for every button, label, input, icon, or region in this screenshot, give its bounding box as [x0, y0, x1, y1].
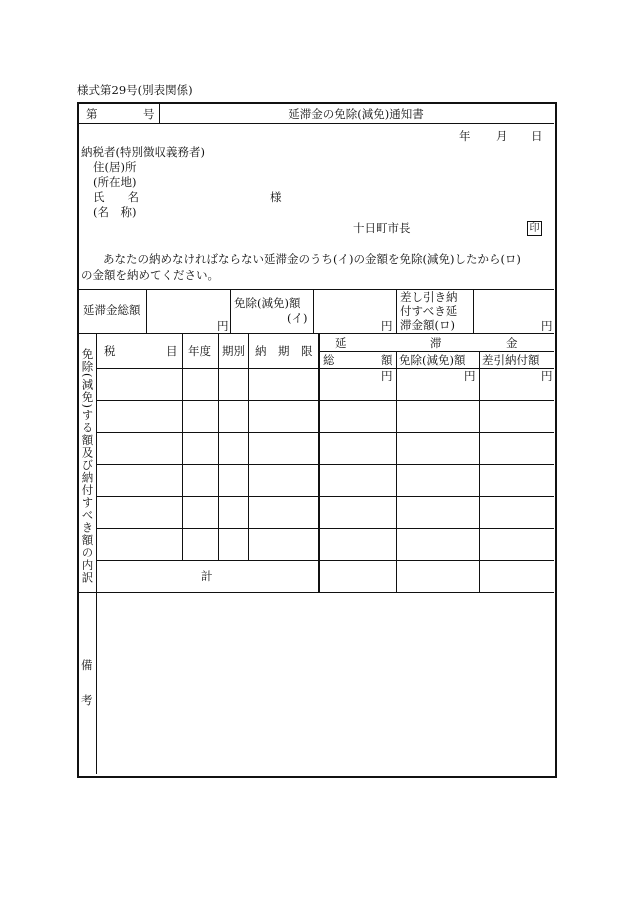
form-label: 様式第29号(別表関係): [77, 83, 193, 97]
sub-exempt: 免除(減免)額: [399, 353, 466, 367]
balance-label-line-3: 滞金額(ロ): [400, 318, 455, 332]
sub-total-2: 額: [381, 353, 393, 367]
total-row-label: 計: [201, 569, 213, 583]
header-line: [78, 123, 554, 124]
notice-form-frame: [77, 102, 557, 778]
amounts-divider-3: [313, 290, 314, 333]
total-delay-label: 延滞金総額: [83, 303, 141, 317]
col-fiscal-year: 年度: [188, 344, 211, 358]
date-day: 日: [531, 129, 543, 143]
delay-subheader-line: [320, 351, 554, 352]
remarks-top-line: [78, 592, 554, 593]
col-period: 期別: [222, 344, 245, 358]
col-tax-item-1: 税: [104, 344, 116, 358]
delay-heading-2: 滞: [430, 336, 442, 350]
message-line-1: あなたの納めなければならない延滞金のうち(イ)の金額を免除(減免)したから(ロ): [103, 252, 521, 266]
balance-label-line-1: 差し引き納: [400, 290, 458, 304]
balance-yen: 円: [541, 319, 553, 333]
exempt-amount-mark: (イ): [287, 311, 308, 325]
col-tax-item-2: 目: [166, 344, 178, 358]
row-total-yen: 円: [381, 369, 393, 383]
sub-balance: 差引納付額: [482, 353, 540, 367]
table-row-line: [97, 496, 554, 497]
table-row-line: [97, 464, 554, 465]
table-row-line: [97, 560, 554, 561]
col-line-delay: [318, 334, 320, 592]
exempt-amount-label: 免除(減免)額: [234, 296, 301, 310]
table-row-line: [97, 400, 554, 401]
taxpayer-heading: 納税者(特別徴収義務者): [81, 145, 205, 159]
date-month: 月: [496, 129, 508, 143]
seal-mark: 印: [527, 221, 542, 236]
total-yen: 円: [217, 319, 229, 333]
address-label: 住(居)所: [93, 160, 137, 174]
issuer-name: 十日町市長: [353, 221, 411, 235]
table-row-line: [97, 528, 554, 529]
amounts-top-line: [78, 289, 554, 290]
amounts-divider-4: [396, 290, 397, 333]
col-deadline: 納 期 限: [255, 344, 313, 358]
exempt-yen: 円: [381, 319, 393, 333]
number-suffix: 号: [143, 107, 155, 121]
col-line-exempt: [396, 352, 397, 592]
balance-label-line-2: 付すべき延: [400, 304, 458, 318]
date-year: 年: [459, 129, 471, 143]
delay-heading-1: 延: [335, 336, 347, 350]
sub-total-1: 総: [323, 353, 335, 367]
remarks-char-1: 備: [81, 658, 93, 672]
message-line-2: の金額を納めてください。: [81, 268, 219, 282]
col-line-balance: [479, 352, 480, 592]
amounts-divider-1: [146, 290, 147, 333]
number-prefix: 第: [86, 107, 98, 121]
document-title: 延滞金の免除(減免)通知書: [288, 107, 424, 121]
table-row-line: [97, 432, 554, 433]
company-label: (名 称): [93, 205, 137, 219]
table-row-line: [97, 368, 554, 369]
remarks-char-2: 考: [81, 693, 93, 707]
amounts-divider-2: [230, 290, 231, 333]
row-exempt-yen: 円: [464, 369, 476, 383]
honorific: 様: [270, 190, 282, 204]
name-label: 氏 名: [93, 190, 139, 204]
row-balance-yen: 円: [541, 369, 553, 383]
breakdown-side-label: 免除(減免)する額及び納付すべき額の内訳: [80, 348, 95, 584]
location-label: (所在地): [93, 175, 137, 189]
delay-heading-3: 金: [506, 336, 518, 350]
amounts-bottom-line: [78, 333, 554, 334]
amounts-divider-5: [473, 290, 474, 333]
